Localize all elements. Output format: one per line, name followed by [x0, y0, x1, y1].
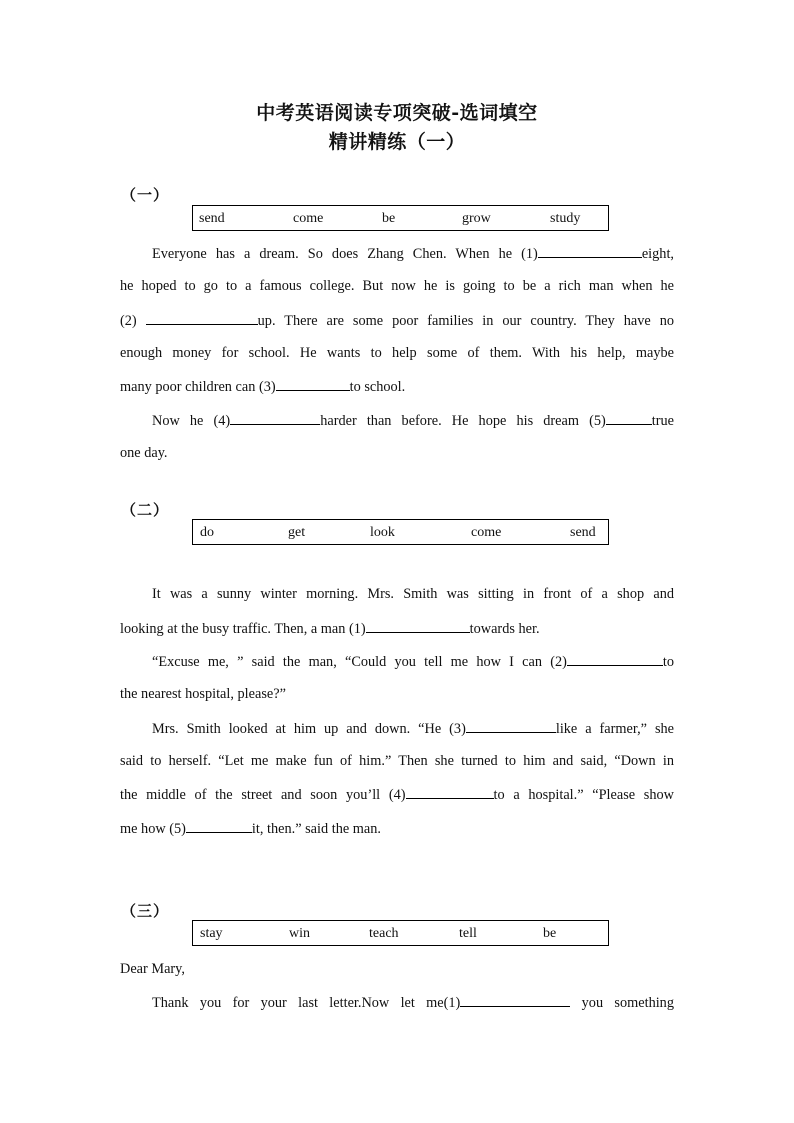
page-title: 中考英语阅读专项突破-选词填空 [256, 102, 538, 124]
passage-line: “Excuse me, ” said the man, “Could you tell me how I can (2) to [152, 654, 674, 670]
section-label-1: （一） [121, 186, 170, 204]
word-option: study [550, 211, 581, 226]
word-box-1 [192, 205, 609, 231]
passage-line: he hoped to go to a famous college. But now he is going to be a rich man when he [120, 278, 674, 294]
word-option: tell [459, 926, 477, 941]
answer-blank[interactable] [230, 411, 320, 425]
passage-line: Thank you for your last letter.Now let me(1) you something [152, 995, 674, 1011]
letter-greeting: Dear Mary, [120, 961, 185, 977]
answer-blank[interactable] [186, 819, 252, 833]
passage-line: Mrs. Smith looked at him up and down. “He (3) like a farmer,” she [152, 721, 674, 737]
word-option: come [293, 211, 324, 226]
passage-line: It was a sunny winter morning. Mrs. Smith was sitting in front of a shop and [152, 586, 674, 602]
passage-line: (2) up. There are some poor families in our country. They have no [120, 313, 674, 329]
passage-line: enough money for school. He wants to help some of them. With his help, maybe [120, 345, 674, 361]
answer-blank[interactable] [146, 311, 258, 325]
word-box-3 [192, 920, 609, 946]
word-option: send [570, 525, 596, 540]
answer-blank[interactable] [567, 652, 663, 666]
passage-line: looking at the busy traffic. Then, a man (1) towards her. [120, 621, 540, 637]
section-label-2: （二） [121, 501, 170, 519]
answer-blank[interactable] [460, 993, 570, 1007]
passage-line: the middle of the street and soon you’ll (4) to a hospital.” “Please show [120, 787, 674, 803]
word-option: send [199, 211, 225, 226]
word-option: come [471, 525, 502, 540]
answer-blank[interactable] [366, 619, 470, 633]
passage-line: one day. [120, 445, 168, 461]
passage-line: Now he (4) harder than before. He hope his dream (5) true [152, 413, 674, 429]
page-subtitle: 精讲精练（一） [328, 131, 466, 153]
answer-blank[interactable] [466, 719, 556, 733]
passage-line: said to herself. “Let me make fun of him.” Then she turned to him and said, “Down in [120, 753, 674, 769]
word-option: grow [462, 211, 491, 226]
word-option: do [200, 525, 214, 540]
word-option: look [370, 525, 395, 540]
answer-blank[interactable] [606, 411, 652, 425]
answer-blank[interactable] [406, 785, 494, 799]
word-option: win [289, 926, 310, 941]
passage-line: many poor children can (3) to school. [120, 379, 406, 395]
passage-line: the nearest hospital, please?” [120, 686, 286, 702]
passage-line: me how (5) it, then.” said the man. [120, 821, 381, 837]
word-option: stay [200, 926, 223, 941]
word-option: get [288, 525, 306, 540]
answer-blank[interactable] [276, 377, 350, 391]
section-label-3: （三） [121, 902, 170, 920]
word-option: be [382, 211, 396, 226]
passage-line: Everyone has a dream. So does Zhang Chen. When he (1) eight, [152, 246, 674, 262]
word-box-2 [192, 519, 609, 545]
answer-blank[interactable] [538, 244, 642, 258]
word-option: be [543, 926, 557, 941]
word-option: teach [369, 926, 399, 941]
